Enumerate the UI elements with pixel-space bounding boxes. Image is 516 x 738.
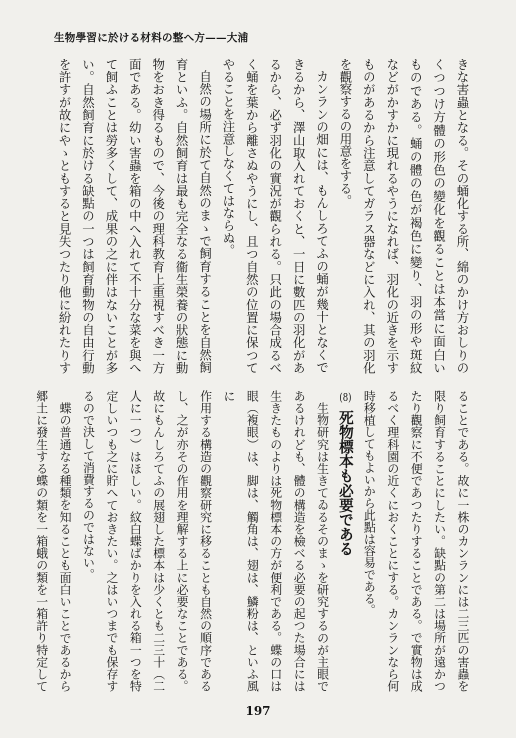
body-column: 郷土に發生する蝶の類を一箱蛾の類を一箱許り特定して	[34, 390, 49, 692]
body-column: 定しいつも之に貯へておきたい。之はいつまでも保存す	[104, 390, 119, 692]
body-column: などがかすかに現れるやうになれば、羽化の近きを示す	[384, 58, 400, 374]
body-column: ものがあるから注意してガラス器などに入れ、其の羽化	[361, 58, 377, 374]
body-column: 時移植してもよいから此點は容易である。	[362, 390, 377, 617]
body-column: ることである。故に一株のカンランには二三匹の害蟲を	[456, 390, 470, 692]
body-column: 自然の場所に於て自然のまゝで飼育することを自然飼	[197, 70, 213, 374]
body-column: るから、必ず羽化の實況が觀られる。只此の場合成るべ	[267, 58, 283, 374]
body-column: く蛹を葉から離さぬやうにし、且つ自然の位置に保つて	[244, 58, 260, 374]
body-column: 限り飼育することにしたい。缺點の第二は場所が遠かつ	[432, 390, 447, 692]
text-block-upper	[52, 58, 474, 374]
body-column: るので決して消費するのではない。	[81, 390, 96, 581]
running-header: 生物學習に於ける材料の整へ方——大浦	[54, 32, 249, 44]
body-column: し、之が亦その作用を理解する上に必要なことである。	[175, 390, 190, 692]
body-column: を許すが故にやゝともすると見失つたり他に紛れたりす	[57, 58, 73, 374]
body-column: カンランの畑には、もんしろてふの蛹が幾十となくで	[314, 70, 330, 374]
body-column: 故にもんしろてふの展翅した標本は少くとも二三十（二	[151, 390, 166, 692]
body-column: ものである。蛹の體の色が褐色に變り、羽の形や斑紋	[408, 58, 424, 374]
body-column: あるけれども、體の構造を檢べる必要の起つた場合には	[292, 390, 307, 692]
body-column: 物をおき得るもので、今後の理科教育上重視すべき一方	[150, 58, 166, 374]
body-column: 眼（複眼）は、脚は、觸角は、翅は、鱗粉は、といふ風に	[221, 390, 260, 692]
body-column: るべく理科園の近くにおくことにする。カンランなら何	[385, 390, 400, 692]
body-column: 生きたものよりは死物標本の方が便利である。蝶の口は	[268, 390, 283, 692]
body-column: たり觀察に不便であつたりすることである。で實物は成	[409, 390, 424, 692]
body-column: 面である。幼い害蟲を箱の中へ入れて不十分な菜を與へ	[127, 58, 143, 374]
body-column: 作用する構造の觀察研究に移ることも自然の順序である	[198, 390, 213, 692]
body-column: くつつけ方體の形色の變化を觀ることは本當に面白い	[431, 58, 447, 374]
body-column: て飼ふことは勞多くして、成果の之に伴はないことが多	[103, 58, 119, 374]
section-heading	[334, 390, 357, 692]
section-number: (8)	[339, 392, 352, 403]
body-column: やることを注意しなくてはならぬ。	[220, 58, 236, 257]
section-title: 死物標本も必要である	[336, 410, 354, 556]
body-column: きるから、澤山取入れておくと、一日に數匹の羽化があ	[291, 58, 307, 374]
body-column: 生物研究は生きてゐるそのまゝを研究するのが主眼で	[315, 401, 330, 692]
body-column: 育といふ。自然飼育は最も完全なる衞生榮養の狀態に動	[174, 58, 190, 374]
body-column: 人に一つ）はほしい。紋白蝶ばかりを入れる箱一つを特	[128, 390, 143, 692]
body-column: を觀察するの用意をする。	[337, 58, 353, 207]
text-block-lower	[34, 390, 474, 692]
body-column: きな害蟲となる。その蛹化する所、綿のかけ方おしりの	[455, 58, 470, 374]
body-column: い。自然飼育に於ける缺點の一つは飼育動物の自由行動	[80, 58, 96, 374]
body-column: 蝶の普通なる種類を知ることも面白いことであるから	[58, 401, 73, 692]
page-number: 197	[245, 704, 271, 718]
